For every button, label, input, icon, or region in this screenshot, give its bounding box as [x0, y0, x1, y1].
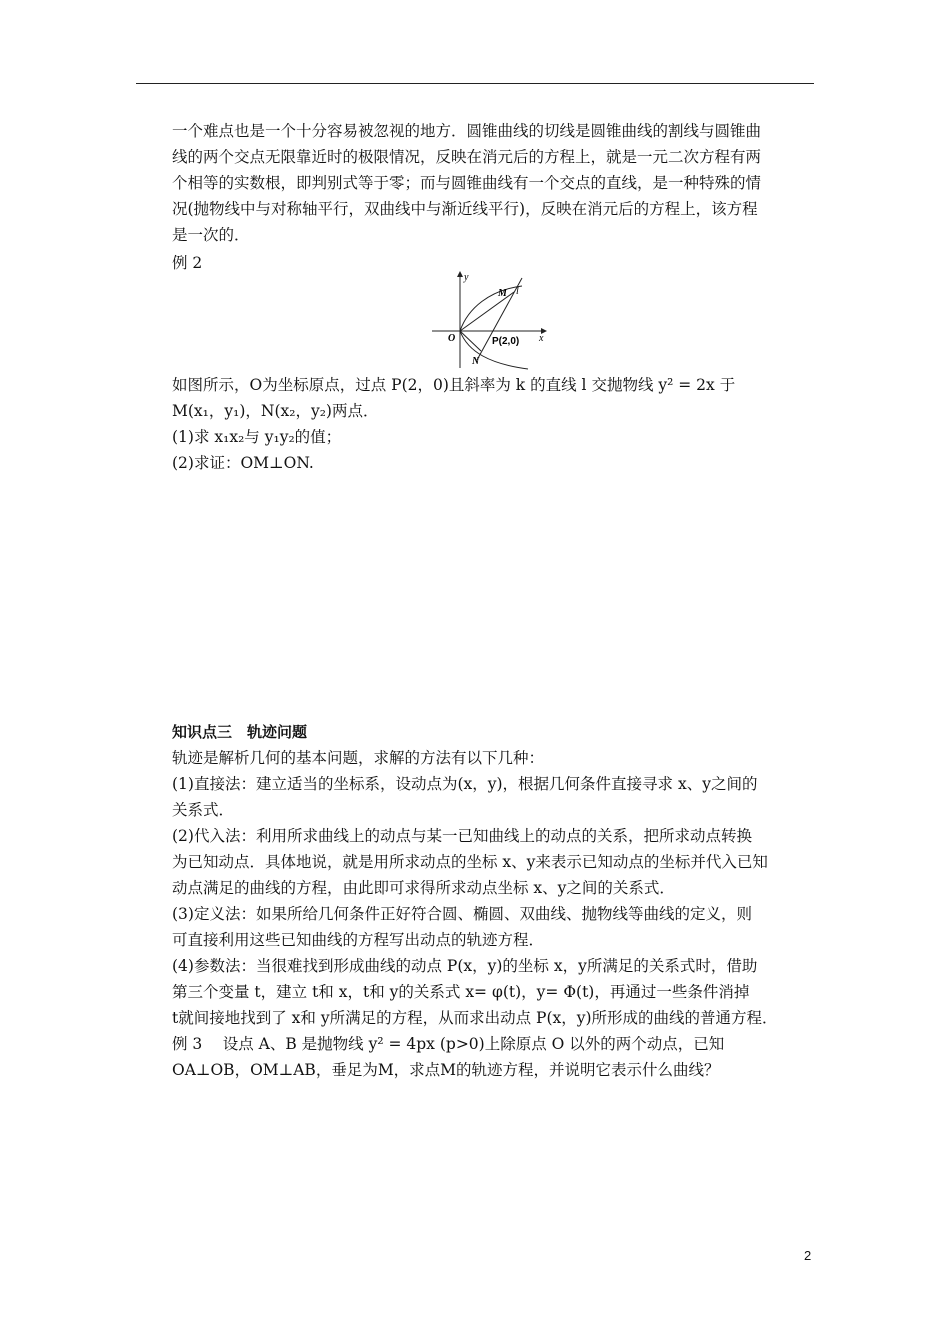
section-3-line: 可直接利用这些已知曲线的方程写出动点的轨迹方程． [172, 931, 545, 949]
label-p: P(2,0) [492, 336, 520, 347]
example-2-line: M(x₁，y₁)，N(x₂，y₂)两点． [172, 402, 379, 420]
section-3-line: (1)直接法：建立适当的坐标系，设动点为(x，y)，根据几何条件直接寻求 x、y之间的 [172, 775, 758, 793]
intro-line: 个相等的实数根，即判别式等于零；而与圆锥曲线有一个交点的直线，是一种特殊的情 [172, 174, 762, 192]
section-3-line: 动点满足的曲线的方程，由此即可求得所求动点坐标 x、y之间的关系式． [172, 879, 675, 897]
section-3-heading: 知识点三 轨迹问题 [172, 723, 308, 741]
example-2-line: (1)求 x₁x₂与 y₁y₂的值； [172, 428, 342, 446]
label-y: y [464, 272, 469, 283]
intro-line: 一个难点也是一个十分容易被忽视的地方．圆锥曲线的切线是圆锥曲线的割线与圆锥曲 [172, 122, 762, 140]
section-3-line: (3)定义法：如果所给几何条件正好符合圆、椭圆、双曲线、抛物线等曲线的定义，则 [172, 905, 752, 923]
example-2-label: 例 2 [172, 254, 203, 272]
section-3-line: 轨迹是解析几何的基本问题，求解的方法有以下几种： [172, 749, 545, 767]
label-l: l [516, 286, 519, 297]
section-3-line: t就间接地找到了 x和 y所满足的方程，从而求出动点 P(x，y)所形成的曲线的普通方程． [172, 1009, 778, 1027]
section-3-line: OA⊥OB，OM⊥AB，垂足为M，求点M的轨迹方程，并说明它表示什么曲线？ [172, 1061, 720, 1079]
parabola-curve [460, 286, 528, 369]
intro-line: 况(抛物线中与对称轴平行，双曲线中与渐近线平行)，反映在消元后的方程上，该方程 [172, 200, 758, 218]
example-2-line: (2)求证：OM⊥ON. [172, 454, 314, 472]
header-rule [136, 83, 814, 84]
label-o: O [448, 333, 456, 344]
intro-line: 线的两个交点无限靠近时的极限情况，反映在消元后的方程上，就是一元二次方程有两 [172, 148, 762, 166]
label-n: N [472, 356, 480, 367]
intro-line: 是一次的． [172, 226, 250, 244]
parabola-figure [430, 268, 552, 370]
parabola-diagram [430, 268, 552, 370]
section-3-line: (2)代入法：利用所求曲线上的动点与某一已知曲线上的动点的关系，把所求动点转换 [172, 827, 752, 845]
section-3-line: 第三个变量 t，建立 t和 x，t和 y的关系式 x= φ(t)，y= Φ(t)，再通过一些条件消掉 [172, 983, 750, 1001]
section-3-line: 关系式． [172, 801, 235, 819]
label-m: M [498, 288, 507, 299]
example-2-line: 如图所示，O为坐标原点，过点 P(2，0)且斜率为 k 的直线 l 交抛物线 y² = 2x 于 [172, 376, 736, 394]
section-3-line: (4)参数法：当很难找到形成曲线的动点 P(x，y)的坐标 x，y所满足的关系式时，借助 [172, 957, 758, 975]
example-2-text [172, 372, 814, 476]
section-3-line: 为已知动点．具体地说，就是用所求动点的坐标 x、y来表示已知动点的坐标并代入已知 [172, 853, 768, 871]
section-3-line: 例 3 设点 A、B 是抛物线 y² = 4px (p>0)上除原点 O 以外的两个动点，已知 [172, 1035, 725, 1053]
intro-paragraph [172, 118, 814, 248]
page-number: 2 [804, 1248, 812, 1263]
section-3 [172, 719, 814, 1083]
segment-on [460, 331, 481, 351]
label-x: x [539, 333, 544, 344]
